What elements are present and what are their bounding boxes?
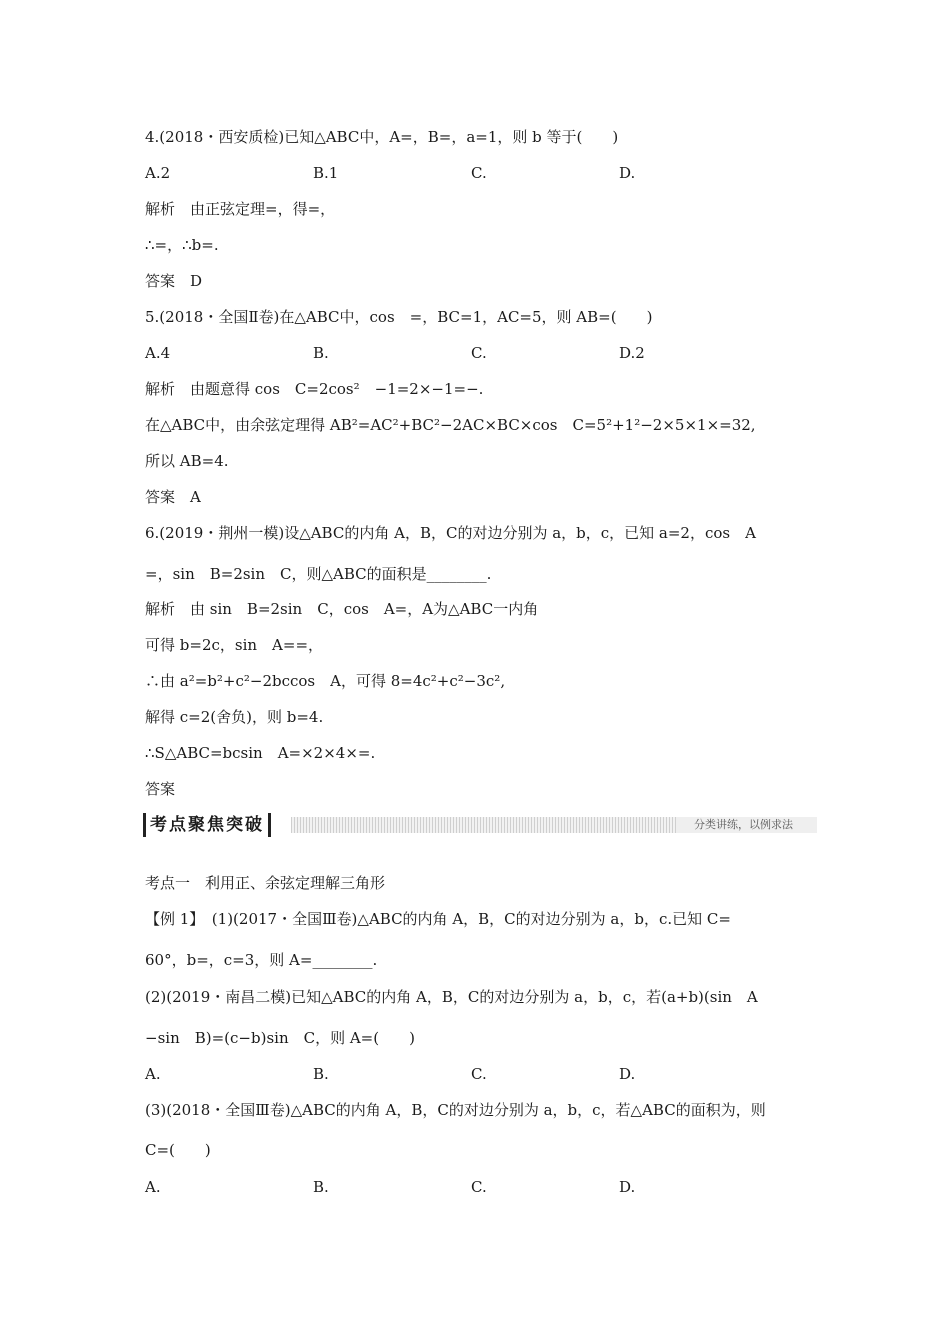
q6-analysis-line1: 解析 由 sin B=2sin C，cos A=，A为△ABC一内角	[145, 600, 539, 618]
example2-line1: (2)(2019・南昌二模)已知△ABC的内角 A，B，C的对边分别为 a，b，c，若(a+b)(sin A	[145, 988, 758, 1006]
q5-analysis-line1: 解析 由题意得 cos C=2cos² −1=2×−1=−.	[145, 380, 484, 398]
section-banner	[143, 813, 817, 837]
ex2-option-b: B.	[313, 1065, 329, 1083]
q4-option-a: A.2	[145, 164, 171, 182]
q6-analysis-line3: ∴由 a²=b²+c²−2bccos A，可得 8=4c²+c²−3c²,	[145, 672, 506, 690]
banner-title: 考点聚焦突破	[143, 813, 271, 837]
q4-option-b: B.1	[313, 164, 339, 182]
q4-stem: 4.(2018・西安质检)已知△ABC中，A=，B=，a=1，则 b 等于( )	[145, 128, 619, 146]
ex2-option-d: D.	[619, 1065, 636, 1083]
q4-analysis-line2: ∴=，∴b=.	[145, 236, 219, 254]
q4-option-c: C.	[471, 164, 487, 182]
q6-stem-line2: =，sin B=2sin C，则△ABC的面积是________.	[145, 565, 492, 583]
q5-analysis-line2: 在△ABC中，由余弦定理得 AB²=AC²+BC²−2AC×BC×cos C=5²+1²−2×5×1×=32,	[145, 416, 756, 434]
banner-subtitle: 分类讲练，以例求法	[676, 817, 817, 833]
ex3-option-b: B.	[313, 1178, 329, 1196]
example3-line2: C=( )	[145, 1141, 211, 1159]
q6-answer: 答案	[145, 780, 176, 798]
example3-line1: (3)(2018・全国Ⅲ卷)△ABC的内角 A，B，C的对边分别为 a，b，c，若△ABC的面积为，则	[145, 1101, 766, 1119]
q5-option-c: C.	[471, 344, 487, 362]
q4-answer: 答案 D	[145, 272, 203, 290]
q4-options	[145, 163, 825, 183]
q5-option-b: B.	[313, 344, 329, 362]
section-heading: 考点一 利用正、余弦定理解三角形	[145, 874, 386, 892]
ex3-option-a: A.	[145, 1178, 161, 1196]
q6-analysis-line4: 解得 c=2(舍负)，则 b=4.	[145, 708, 324, 726]
q5-option-a: A.4	[145, 344, 171, 362]
q6-stem-line1: 6.(2019・荆州一模)设△ABC的内角 A，B，C的对边分别为 a，b，c，已知 a=2，cos A	[145, 524, 756, 542]
example3-options	[145, 1177, 825, 1197]
ex2-option-c: C.	[471, 1065, 487, 1083]
q4-analysis-line1: 解析 由正弦定理=，得=，	[145, 200, 336, 218]
example1-line2: 60°，b=，c=3，则 A=________.	[145, 951, 378, 969]
ex3-option-c: C.	[471, 1178, 487, 1196]
q5-options	[145, 343, 825, 363]
example1-line1: 【例 1】 (1)(2017・全国Ⅲ卷)△ABC的内角 A，B，C的对边分别为 a，b，c.已知 C=	[145, 910, 731, 928]
ex2-option-a: A.	[145, 1065, 161, 1083]
example2-line2: −sin B)=(c−b)sin C，则 A=( )	[145, 1029, 415, 1047]
q5-analysis-line3: 所以 AB=4.	[145, 452, 229, 470]
q6-analysis-line5: ∴S△ABC=bcsin A=×2×4×=.	[145, 744, 376, 762]
q5-stem: 5.(2018・全国Ⅱ卷)在△ABC中，cos =，BC=1，AC=5，则 AB=( )	[145, 308, 653, 326]
ex3-option-d: D.	[619, 1178, 636, 1196]
q5-answer: 答案 A	[145, 488, 201, 506]
q5-option-d: D.2	[619, 344, 645, 362]
example2-options	[145, 1064, 825, 1084]
q4-option-d: D.	[619, 164, 636, 182]
q6-analysis-line2: 可得 b=2c，sin A==，	[145, 636, 324, 654]
